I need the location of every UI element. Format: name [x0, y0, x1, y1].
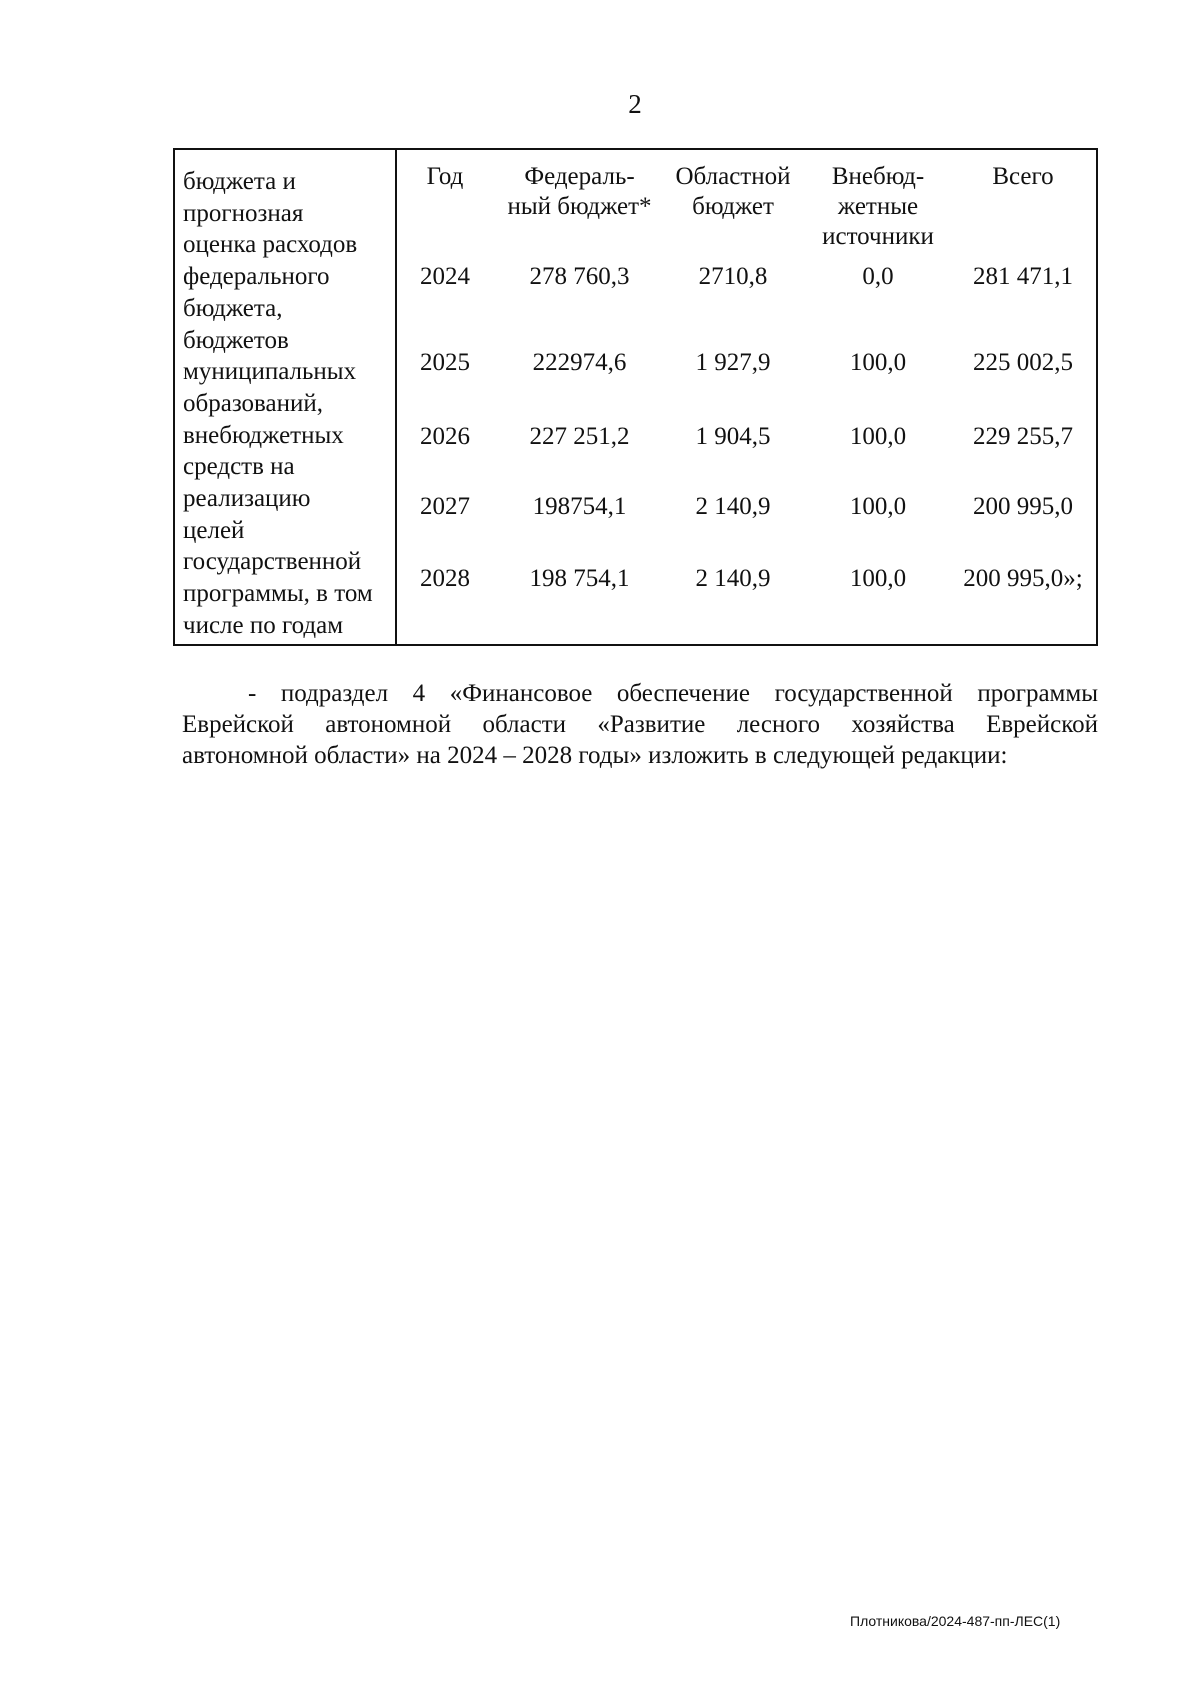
- paragraph-line: автономной области» на 2024 – 2028 годы» изложить в следующей редакции:: [182, 742, 1008, 769]
- header-year-text: Год: [426, 163, 464, 190]
- cell-regional: 1 927,9: [695, 349, 771, 376]
- row-label-line: федерального: [183, 263, 330, 291]
- header-federal-line: ный бюджет*: [507, 193, 652, 220]
- cell-year: 2028: [420, 565, 470, 592]
- cell-federal: 227 251,2: [529, 423, 630, 450]
- cell-extrabudget: 100,0: [849, 423, 907, 450]
- document-reference: Плотникова/2024-487-пп-ЛЕС(1): [850, 1613, 1061, 1629]
- header-total: [953, 162, 1093, 192]
- header-extrabudget: [803, 162, 953, 252]
- budget-table: [173, 148, 1098, 646]
- cell-extrabudget: 0,0: [862, 263, 894, 290]
- cell-total: 200 995,0»;: [963, 565, 1083, 592]
- cell-federal: 222974,6: [532, 349, 627, 376]
- cell-total: 225 002,5: [973, 349, 1073, 376]
- paragraph-line: - подраздел 4 «Финансовое обеспечение государственной программы: [248, 680, 1098, 707]
- header-regional-line: бюджет: [692, 193, 774, 220]
- cell-federal: 198 754,1: [529, 565, 630, 592]
- header-regional: [663, 162, 803, 222]
- row-label-line: целей: [183, 516, 245, 544]
- cell-regional: 2710,8: [698, 263, 768, 290]
- row-label-line: муниципальных: [183, 358, 357, 386]
- header-year: [405, 162, 485, 192]
- row-label-line: числе по годам: [183, 611, 344, 639]
- cell-regional: 2 140,9: [695, 493, 771, 520]
- row-label-line: внебюджетных: [183, 421, 344, 449]
- cell-total: 281 471,1: [973, 263, 1073, 290]
- header-regional-line: Областной: [675, 163, 791, 190]
- row-label-cell: [175, 150, 397, 644]
- row-label-line: образований,: [183, 389, 324, 417]
- cell-extrabudget: 100,0: [849, 565, 907, 592]
- row-label-line: бюджета,: [183, 294, 283, 322]
- cell-year: 2027: [420, 493, 470, 520]
- cell-extrabudget: 100,0: [849, 493, 907, 520]
- cell-federal: 278 760,3: [529, 263, 630, 290]
- row-label-line: реализацию: [183, 485, 311, 513]
- header-total-text: Всего: [992, 163, 1054, 190]
- row-label-line: средств на: [183, 453, 295, 481]
- cell-extrabudget: 100,0: [849, 349, 907, 376]
- cell-year: 2026: [420, 423, 470, 450]
- header-extrabudget-line: жетные: [837, 193, 919, 220]
- row-label-line: прогнозная: [183, 199, 304, 227]
- cell-year: 2025: [420, 349, 470, 376]
- cell-total: 200 995,0: [973, 493, 1073, 520]
- cell-year: 2024: [420, 263, 470, 290]
- header-federal: [487, 162, 672, 222]
- row-label-line: государственной: [183, 548, 362, 576]
- cell-total: 229 255,7: [973, 423, 1073, 450]
- header-extrabudget-line: Внебюд-: [831, 163, 925, 190]
- amendment-paragraph: [182, 678, 1098, 771]
- row-label-line: оценка расходов: [183, 231, 358, 259]
- cell-federal: 198754,1: [532, 493, 627, 520]
- page-number: 2: [628, 89, 642, 119]
- row-label-line: бюджета и: [183, 168, 296, 195]
- header-federal-line: Федераль-: [524, 163, 635, 190]
- cell-regional: 2 140,9: [695, 565, 771, 592]
- paragraph-line: Еврейской автономной области «Развитие лесного хозяйства Еврейской: [182, 711, 1098, 738]
- header-extrabudget-line: источники: [822, 223, 934, 250]
- cell-regional: 1 904,5: [695, 423, 771, 450]
- row-label-line: бюджетов: [183, 326, 289, 354]
- row-label-line: программы, в том: [183, 580, 373, 608]
